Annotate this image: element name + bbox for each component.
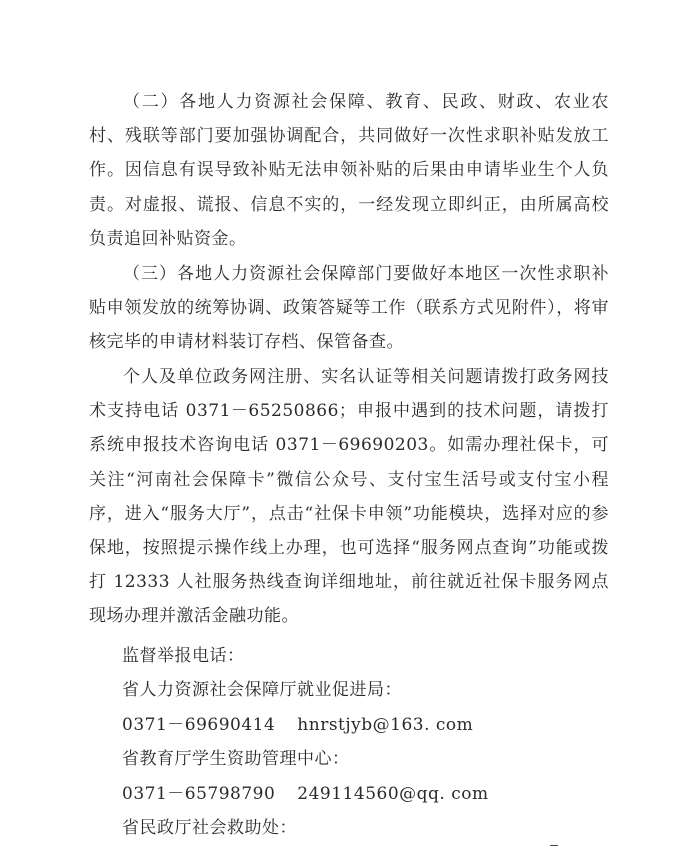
contact-phone: 0371－69690414 [122, 715, 276, 735]
supervision-heading: 监督举报电话： [122, 646, 245, 666]
paragraph-contact-info: 个人及单位政务网注册、实名认证等相关问题请拨打政务网技术支持电话 0371－65250866；申报中遇到的技术问题，请拨打系统申报技术咨询电话 0371－69690203。如需办理社保卡，可关注“河南社会保障卡”微信公众号、支付宝生活号或支付宝小程序，进入“服务大厅”，点击“社保卡申领”功能模块，选择对应的参保地，按照提示操作线上办理，也可选择“服务网点查询”功能或拨打 12333 人社服务热线查询详细地址，前往就近社保卡服务网点现场办理并激活金融功能。 [89, 367, 609, 627]
contact-line [122, 777, 489, 811]
page-edge-mark [550, 845, 558, 846]
contact-org: 省民政厅社会救助处： [122, 818, 297, 838]
paragraph-section-2: （二）各地人力资源社会保障、教育、民政、财政、农业农村、残联等部门要加强协调配合，共同做好一次性求职补贴发放工作。因信息有误导致补贴无法申领补贴的后果由申请毕业生个人负责。对虚报、谎报、信息不实的，一经发现立即纠正，由所属高校负责追回补贴资金。 [89, 92, 609, 249]
contact-org: 省教育厅学生资助管理中心： [122, 749, 350, 769]
contact-line [122, 708, 473, 742]
contact-email: 249114560@qq. com [297, 784, 489, 804]
contact-org: 省人力资源社会保障厅就业促进局： [122, 680, 402, 700]
contact-phone: 0371－65798790 [122, 784, 276, 804]
paragraph-section-3: （三）各地人力资源社会保障部门要做好本地区一次性求职补贴申领发放的统筹协调、政策答疑等工作（联系方式见附件），将审核完毕的申请材料装订存档、保管备查。 [89, 264, 609, 353]
contact-email: hnrstjyb@163. com [297, 715, 474, 735]
